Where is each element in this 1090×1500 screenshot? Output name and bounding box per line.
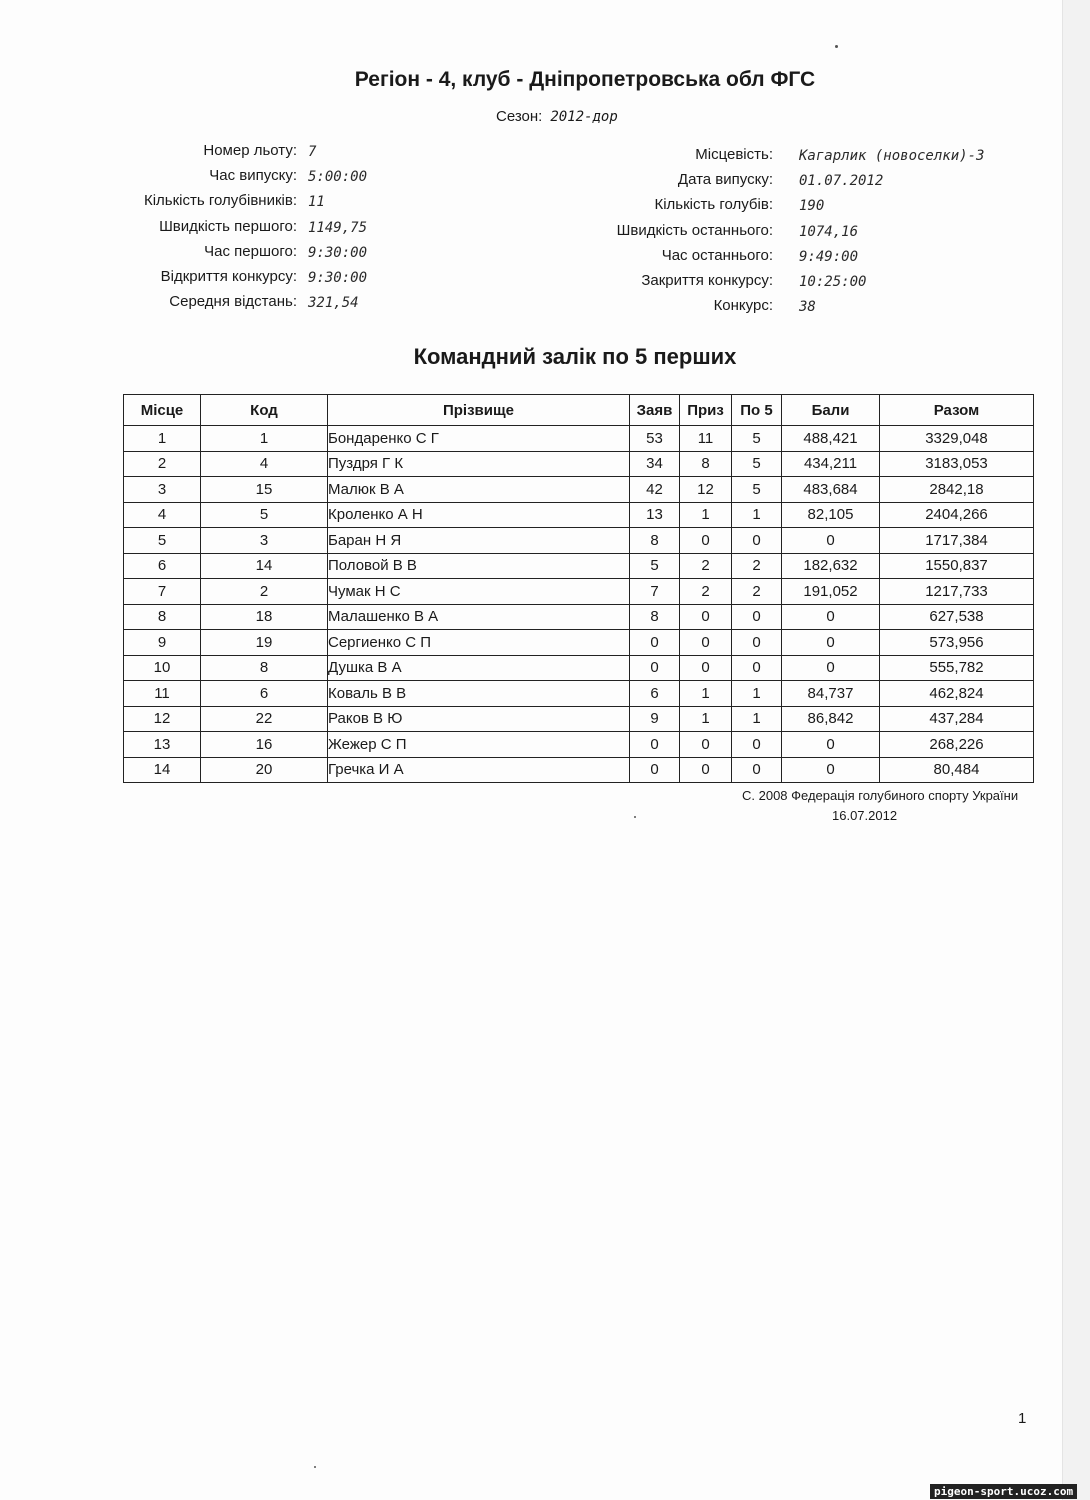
table-cell: 0 [680,528,732,554]
table-cell: 6 [201,681,328,707]
table-cell: 0 [782,604,880,630]
table-row [124,528,1034,554]
table-cell: 0 [680,630,732,656]
table-row [124,630,1034,656]
table-cell: 15 [201,477,328,503]
table-header-row [124,395,1034,426]
table-cell: 0 [732,732,782,758]
table-cell: 434,211 [782,451,880,477]
table-cell: 5 [630,553,680,579]
info-value: 10:25:00 [799,274,867,290]
table-cell: 573,956 [880,630,1034,656]
info-value: 9:49:00 [799,248,859,265]
table-cell: 6 [124,553,201,579]
info-value: 11 [308,194,325,211]
table-row [124,706,1034,732]
report-date: 16.07.2012 [832,808,898,823]
table-cell: 3329,048 [880,426,1034,452]
table-row [124,502,1034,528]
table-cell: 191,052 [782,579,880,605]
table-cell: Сергиенко С П [328,630,630,656]
table-body [124,426,1034,783]
table-cell: 8 [124,604,201,630]
info-value: 190 [799,198,825,215]
table-row [124,451,1034,477]
info-value: Кагарлик (новоселки)-3 [799,148,985,164]
table-row [124,732,1034,758]
table-cell: 11 [680,426,732,452]
table-cell: 82,105 [782,502,880,528]
table-cell: 0 [732,604,782,630]
table-cell: 555,782 [880,655,1034,681]
table-cell: 0 [732,528,782,554]
table-cell: 1 [124,426,201,452]
table-cell: Раков В Ю [328,706,630,732]
table-cell: 3183,053 [880,451,1034,477]
table-row [124,604,1034,630]
table-cell: 488,421 [782,426,880,452]
column-header: Прізвище [328,395,630,426]
table-cell: 14 [201,553,328,579]
info-label: Закриття конкурсу: [641,272,773,289]
table-cell: 1217,733 [880,579,1034,605]
table-cell: 5 [124,528,201,554]
table-cell: 0 [732,630,782,656]
table-cell: 10 [124,655,201,681]
table-cell: 2 [680,553,732,579]
table-cell: 2 [680,579,732,605]
scan-speck [835,45,838,48]
table-cell: 2 [124,451,201,477]
table-cell: Кроленко А Н [328,502,630,528]
info-value: 1074,16 [799,223,859,240]
info-value: 38 [799,299,816,316]
info-label: Відкриття конкурсу: [160,268,297,285]
info-label: Кількість голубів: [654,196,773,214]
table-cell: 483,684 [782,477,880,503]
column-header: Бали [782,395,880,426]
info-label: Швидкість останнього: [616,221,773,239]
table-cell: 2 [201,579,328,605]
info-value: 7 [308,144,317,160]
table-cell: 5 [732,451,782,477]
season-line [496,108,618,125]
table-cell: 20 [201,757,328,783]
table-cell: 2404,266 [880,502,1034,528]
table-cell: 18 [201,604,328,630]
info-label: Конкурс: [713,297,773,315]
table-cell: 1717,384 [880,528,1034,554]
info-value: 321,54 [308,295,359,312]
table-row [124,655,1034,681]
info-label: Місцевість: [695,146,773,163]
table-cell: 5 [201,502,328,528]
table-cell: 22 [201,706,328,732]
table-cell: 0 [630,757,680,783]
table-cell: 86,842 [782,706,880,732]
scan-speck [314,1466,316,1468]
season-label: Сезон: [496,108,543,125]
table-row [124,426,1034,452]
table-row [124,579,1034,605]
table-cell: 4 [124,502,201,528]
table-cell: 1 [201,426,328,452]
page-edge [1062,0,1090,1500]
column-header: Заяв [630,395,680,426]
table-cell: 1 [732,706,782,732]
table-cell: Пуздря Г К [328,451,630,477]
table-cell: Баран Н Я [328,528,630,554]
table-cell: 12 [680,477,732,503]
info-value: 1149,75 [308,219,368,236]
info-value: 01.07.2012 [799,173,884,190]
table-cell: 42 [630,477,680,503]
table-cell: 1550,837 [880,553,1034,579]
table-cell: 0 [680,655,732,681]
table-cell: 0 [630,630,680,656]
table-cell: 462,824 [880,681,1034,707]
season-value: 2012-дор [550,109,618,125]
table-cell: Гречка И А [328,757,630,783]
table-row [124,477,1034,503]
table-cell: 0 [782,528,880,554]
copyright-note: С. 2008 Федерація голубиного спорту України [742,788,1019,803]
table-cell: 80,484 [880,757,1034,783]
info-value: 9:30:00 [308,270,368,286]
table-cell: 5 [732,426,782,452]
table-cell: 3 [124,477,201,503]
table-row [124,681,1034,707]
table-cell: 5 [732,477,782,503]
table-cell: 1 [680,502,732,528]
table-row [124,553,1034,579]
column-header: Приз [680,395,732,426]
table-cell: 0 [782,630,880,656]
scan-speck [634,816,636,818]
table-row [124,757,1034,783]
table-cell: 1 [732,681,782,707]
table-cell: 0 [732,655,782,681]
table-cell: 0 [732,757,782,783]
table-cell: 14 [124,757,201,783]
table-cell: 2842,18 [880,477,1034,503]
table-cell: 11 [124,681,201,707]
table-cell: 0 [630,732,680,758]
table-cell: Чумак Н С [328,579,630,605]
table-cell: 0 [680,732,732,758]
info-value: 9:30:00 [308,244,368,261]
site-watermark: pigeon-sport.ucoz.com [930,1484,1077,1499]
info-label: Швидкість першого: [159,217,297,235]
table-cell: 84,737 [782,681,880,707]
table-cell: 0 [782,655,880,681]
table-cell: Малашенко В А [328,604,630,630]
table-cell: 0 [782,732,880,758]
table-cell: 16 [201,732,328,758]
table-cell: 0 [782,757,880,783]
table-cell: 2 [732,579,782,605]
table-cell: Малюк В А [328,477,630,503]
column-header: По 5 [732,395,782,426]
table-title: Командний залік по 5 перших [413,344,737,369]
info-label: Номер льоту: [203,142,297,159]
table-cell: 6 [630,681,680,707]
table-cell: 9 [630,706,680,732]
document-title: Регіон - 4, клуб - Дніпропетровська обл ФГС [354,68,816,91]
table-cell: 2 [732,553,782,579]
table-cell: 1 [732,502,782,528]
table-cell: 0 [680,604,732,630]
table-cell: 19 [201,630,328,656]
table-cell: 7 [124,579,201,605]
table-cell: 437,284 [880,706,1034,732]
page-number: 1 [1018,1410,1027,1427]
table-cell: 268,226 [880,732,1034,758]
table-cell: 182,632 [782,553,880,579]
info-label: Час випуску: [209,167,297,185]
column-header: Код [201,395,328,426]
table-cell: 34 [630,451,680,477]
table-cell: Бондаренко С Г [328,426,630,452]
table-cell: 13 [124,732,201,758]
info-value: 5:00:00 [308,169,368,186]
table-cell: Половой В В [328,553,630,579]
info-label: Час останнього: [661,246,773,264]
table-cell: 8 [630,528,680,554]
table-cell: 7 [630,579,680,605]
table-cell: 53 [630,426,680,452]
info-label: Середня відстань: [169,293,297,311]
table-cell: 4 [201,451,328,477]
table-cell: 12 [124,706,201,732]
table-cell: Жежер С П [328,732,630,758]
info-label: Дата випуску: [677,171,773,189]
column-header: Місце [124,395,201,426]
table-cell: 8 [630,604,680,630]
table-cell: 0 [630,655,680,681]
info-label: Час першого: [204,242,297,260]
table-cell: 9 [124,630,201,656]
results-table [123,394,1034,783]
table-cell: 8 [680,451,732,477]
table-cell: 8 [201,655,328,681]
info-label: Кількість голубівників: [143,192,297,210]
table-cell: 627,538 [880,604,1034,630]
table-cell: 0 [680,757,732,783]
table-cell: Душка В А [328,655,630,681]
table-cell: 1 [680,681,732,707]
table-cell: 13 [630,502,680,528]
table-cell: 3 [201,528,328,554]
table-cell: 1 [680,706,732,732]
table-cell: Коваль В В [328,681,630,707]
column-header: Разом [880,395,1034,426]
